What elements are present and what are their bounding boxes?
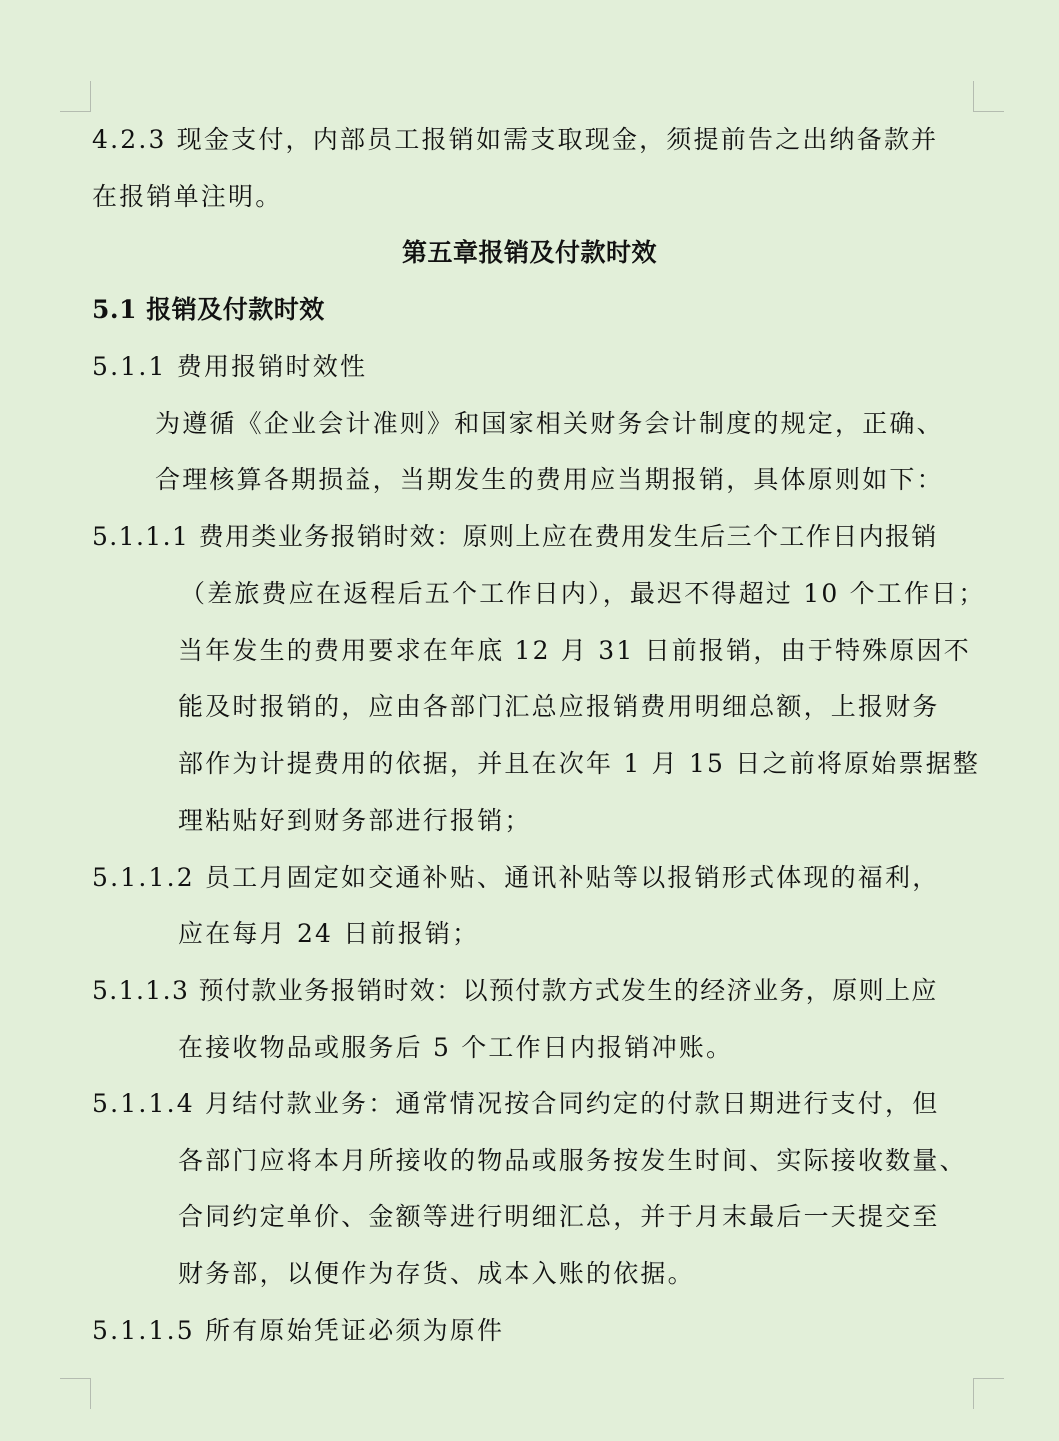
item-5-1-1-1-line-1: 5.1.1.1 费用类业务报销时效：原则上应在费用发生后三个工作日内报销 (92, 522, 938, 551)
section-heading-5-1-1: 5.1.1 费用报销时效性 (92, 352, 368, 381)
item-5-1-1-2-line-1: 5.1.1.2 员工月固定如交通补贴、通讯补贴等以报销形式体现的福利， (92, 863, 940, 892)
item-5-1-1-1-line-6: 理粘贴好到财务部进行报销； (178, 806, 532, 835)
item-5-1-1-4-line-3: 合同约定单价、金额等进行明细汇总，并于月末最后一天提交至 (178, 1202, 940, 1231)
item-5-1-1-4-line-4: 财务部，以便作为存货、成本入账的依据。 (178, 1259, 695, 1288)
item-5-1-1-1-line-4: 能及时报销的，应由各部门汇总应报销费用明细总额，上报财务 (178, 692, 940, 721)
crop-mark-top-right (973, 81, 1004, 112)
item-5-1-1-5-line-1: 5.1.1.5 所有原始凭证必须为原件 (92, 1316, 505, 1345)
crop-mark-top-left (60, 81, 91, 112)
item-5-1-1-2-line-2: 应在每月 24 日前报销； (178, 919, 480, 948)
item-5-1-1-3-line-1: 5.1.1.3 预付款业务报销时效：以预付款方式发生的经济业务，原则上应 (92, 976, 938, 1005)
intro-line-2: 合理核算各期损益，当期发生的费用应当期报销，具体原则如下： (155, 465, 944, 494)
section-heading-5-1: 5.1 报销及付款时效 (92, 295, 325, 324)
paragraph-4-2-3-line-2: 在报销单注明。 (92, 182, 283, 211)
item-5-1-1-1-line-3: 当年发生的费用要求在年底 12 月 31 日前报销，由于特殊原因不 (178, 636, 972, 665)
crop-mark-bottom-left (60, 1378, 91, 1409)
item-5-1-1-1-line-2: （差旅费应在返程后五个工作日内），最迟不得超过 10 个工作日； (180, 579, 986, 608)
item-5-1-1-4-line-2: 各部门应将本月所接收的物品或服务按发生时间、实际接收数量、 (178, 1146, 967, 1175)
item-5-1-1-1-line-5: 部作为计提费用的依据，并且在次年 1 月 15 日之前将原始票据整 (178, 749, 981, 778)
item-5-1-1-4-line-1: 5.1.1.4 月结付款业务：通常情况按合同约定的付款日期进行支付，但 (92, 1089, 940, 1118)
crop-mark-bottom-right (973, 1378, 1004, 1409)
intro-line-1: 为遵循《企业会计准则》和国家相关财务会计制度的规定，正确、 (155, 409, 944, 438)
chapter-title: 第五章报销及付款时效 (401, 238, 657, 267)
paragraph-4-2-3-line-1: 4.2.3 现金支付，内部员工报销如需支取现金，须提前告之出纳备款并 (92, 125, 939, 154)
item-5-1-1-3-line-2: 在接收物品或服务后 5 个工作日内报销冲账。 (178, 1033, 734, 1062)
